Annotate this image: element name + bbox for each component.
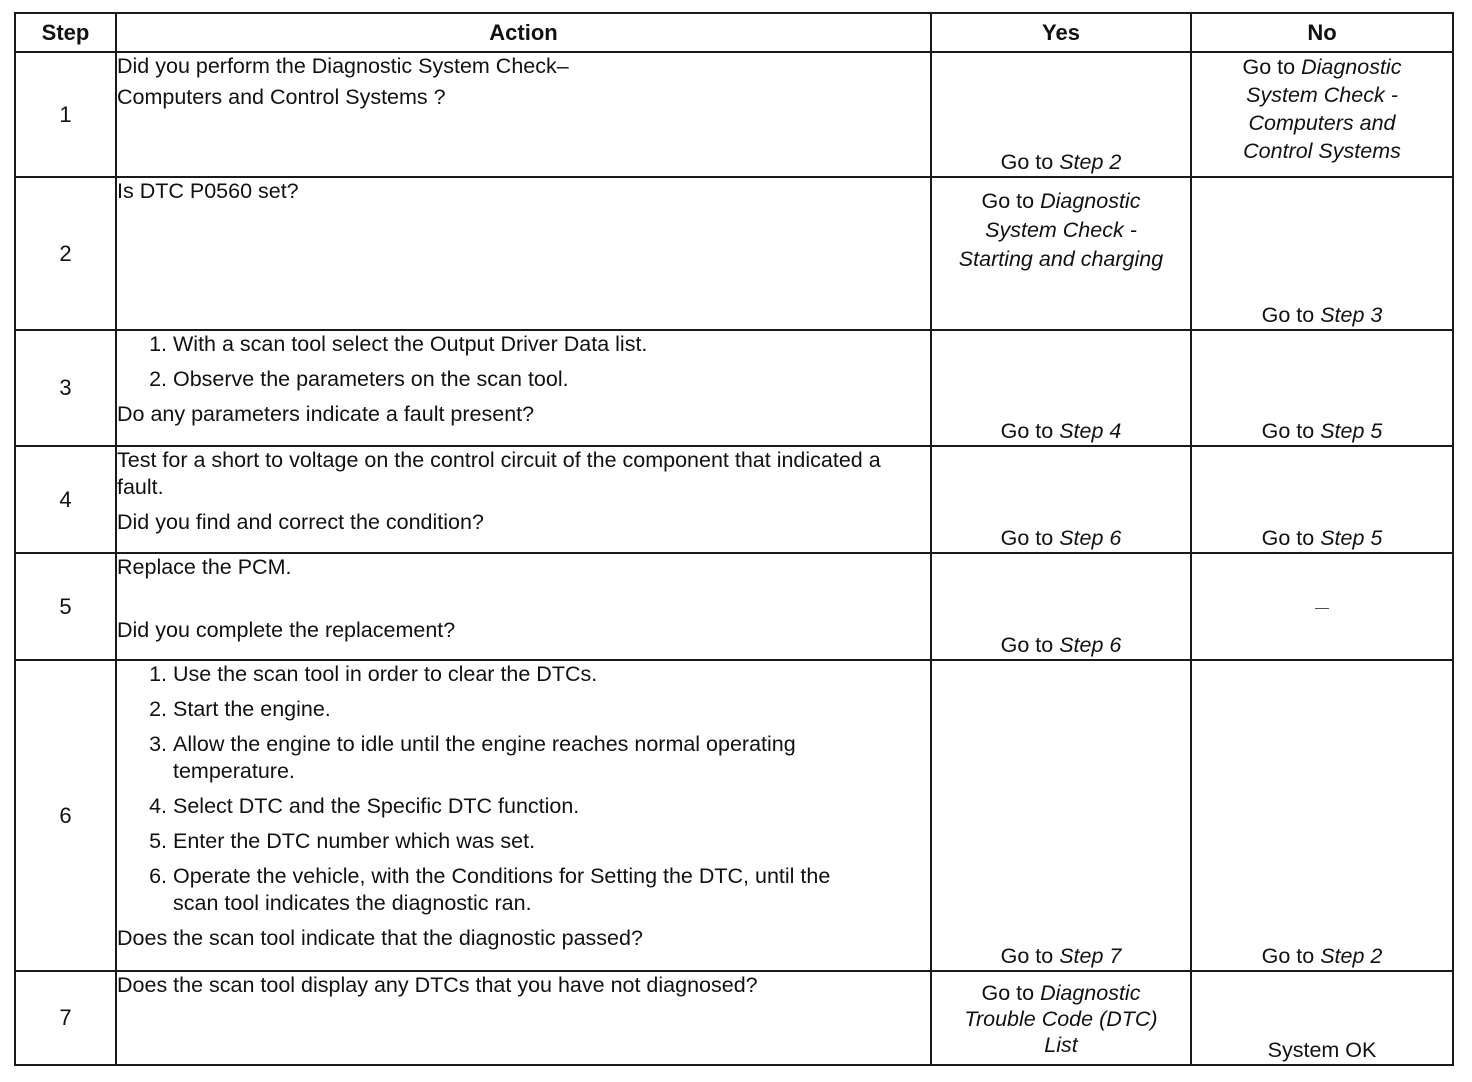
header-no: No [1191,13,1453,52]
action-text: Test for a short to voltage on the control circuit of the component that indicated a fault. [117,448,881,499]
question-text: Did you complete the replacement? [117,618,456,642]
action-text: Does the scan tool display any DTCs that you have not diagnosed? [117,973,758,997]
diagnostic-link[interactable]: Starting and charging [958,247,1164,271]
header-yes: Yes [931,13,1191,52]
step-link[interactable]: Step 2 [1320,944,1383,968]
step-link[interactable]: Step 3 [1320,303,1383,327]
header-action: Action [116,13,931,52]
step-link[interactable]: Step 5 [1320,526,1383,550]
list-item: 1. Use the scan tool in order to clear the DTCs. [173,661,850,688]
diagnostic-link[interactable]: List [1044,1033,1078,1057]
table-row [15,446,1453,553]
list-item: 5. Enter the DTC number which was set. [173,828,850,855]
list-item: 4. Select DTC and the Specific DTC function. [173,793,850,820]
step-link[interactable]: Step 4 [1059,419,1122,443]
no-cell: Go to Diagnostic System Check - Computers and Control Systems [1191,52,1453,177]
action-cell [116,52,931,177]
action-cell [116,446,931,553]
procedure-list [117,661,930,917]
action-text: Computers and Control Systems ? [117,85,446,109]
diagnostic-table [14,12,1454,1066]
no-cell [1191,553,1453,660]
action-text: Is DTC P0560 set? [117,179,299,203]
table-row [15,330,1453,446]
no-cell [1191,971,1453,1065]
step-link[interactable]: Step 6 [1059,633,1122,657]
diagnostic-link[interactable]: Diagnostic [1040,981,1141,1005]
table-row [15,52,1453,177]
question-text: Does the scan tool indicate that the diagnostic passed? [117,926,643,950]
procedure-list [117,331,930,393]
step-link[interactable]: Step 2 [1059,150,1122,174]
list-item: 6. Operate the vehicle, with the Conditions for Setting the DTC, until the scan tool indicates the diagnostic ran. [173,863,850,917]
step-number: 6 [15,660,116,971]
step-number: 7 [15,971,116,1065]
no-cell: Go to Step 3 [1191,177,1453,330]
list-item: 1. With a scan tool select the Output Driver Data list. [173,331,930,358]
diagnostic-link[interactable]: System Check - [985,218,1137,242]
action-text: Did you perform the Diagnostic System Check– [117,54,569,78]
no-cell: Go to Step 5 [1191,330,1453,446]
yes-cell: Go to Diagnostic System Check - Starting and charging [931,177,1191,330]
diagnostic-link[interactable]: Diagnostic [1040,189,1141,213]
table-row [15,660,1453,971]
diagnostic-link[interactable]: Control Systems [1243,139,1401,163]
list-item: 3. Allow the engine to idle until the engine reaches normal operating temperature. [173,731,850,785]
not-applicable-dash: — [1315,599,1329,615]
action-text: Replace the PCM. [117,555,292,579]
table-row [15,553,1453,660]
yes-cell: Go to Diagnostic Trouble Code (DTC) List [931,971,1191,1065]
table-row [15,177,1453,330]
question-text: Do any parameters indicate a fault present? [117,402,535,426]
action-cell [116,330,931,446]
diagnostic-link[interactable]: Computers and [1248,111,1396,135]
no-cell: Go to Step 5 [1191,446,1453,553]
header-row [15,13,1453,52]
step-link[interactable]: Step 5 [1320,419,1383,443]
step-number: 3 [15,330,116,446]
action-cell [116,177,931,330]
step-link[interactable]: Step 7 [1059,944,1122,968]
list-item: 2. Start the engine. [173,696,850,723]
action-cell [116,971,931,1065]
list-item: 2. Observe the parameters on the scan tool. [173,366,930,393]
yes-cell: Go to Step 7 [931,660,1191,971]
diagnostic-link[interactable]: Trouble Code (DTC) [964,1007,1158,1031]
step-number: 4 [15,446,116,553]
yes-cell: Go to Step 6 [931,446,1191,553]
yes-cell: Go to Step 2 [931,52,1191,177]
yes-cell: Go to Step 6 [931,553,1191,660]
step-number: 1 [15,52,116,177]
action-cell [116,660,931,971]
diagnostic-link[interactable]: Diagnostic [1301,55,1402,79]
step-number: 5 [15,553,116,660]
question-text: Did you find and correct the condition? [117,510,484,534]
result-text: System OK [1267,1038,1377,1062]
step-link[interactable]: Step 6 [1059,526,1122,550]
step-number: 2 [15,177,116,330]
action-cell [116,553,931,660]
diagnostic-link[interactable]: System Check - [1246,83,1398,107]
no-cell: Go to Step 2 [1191,660,1453,971]
table-row [15,971,1453,1065]
yes-cell: Go to Step 4 [931,330,1191,446]
header-step: Step [15,13,116,52]
